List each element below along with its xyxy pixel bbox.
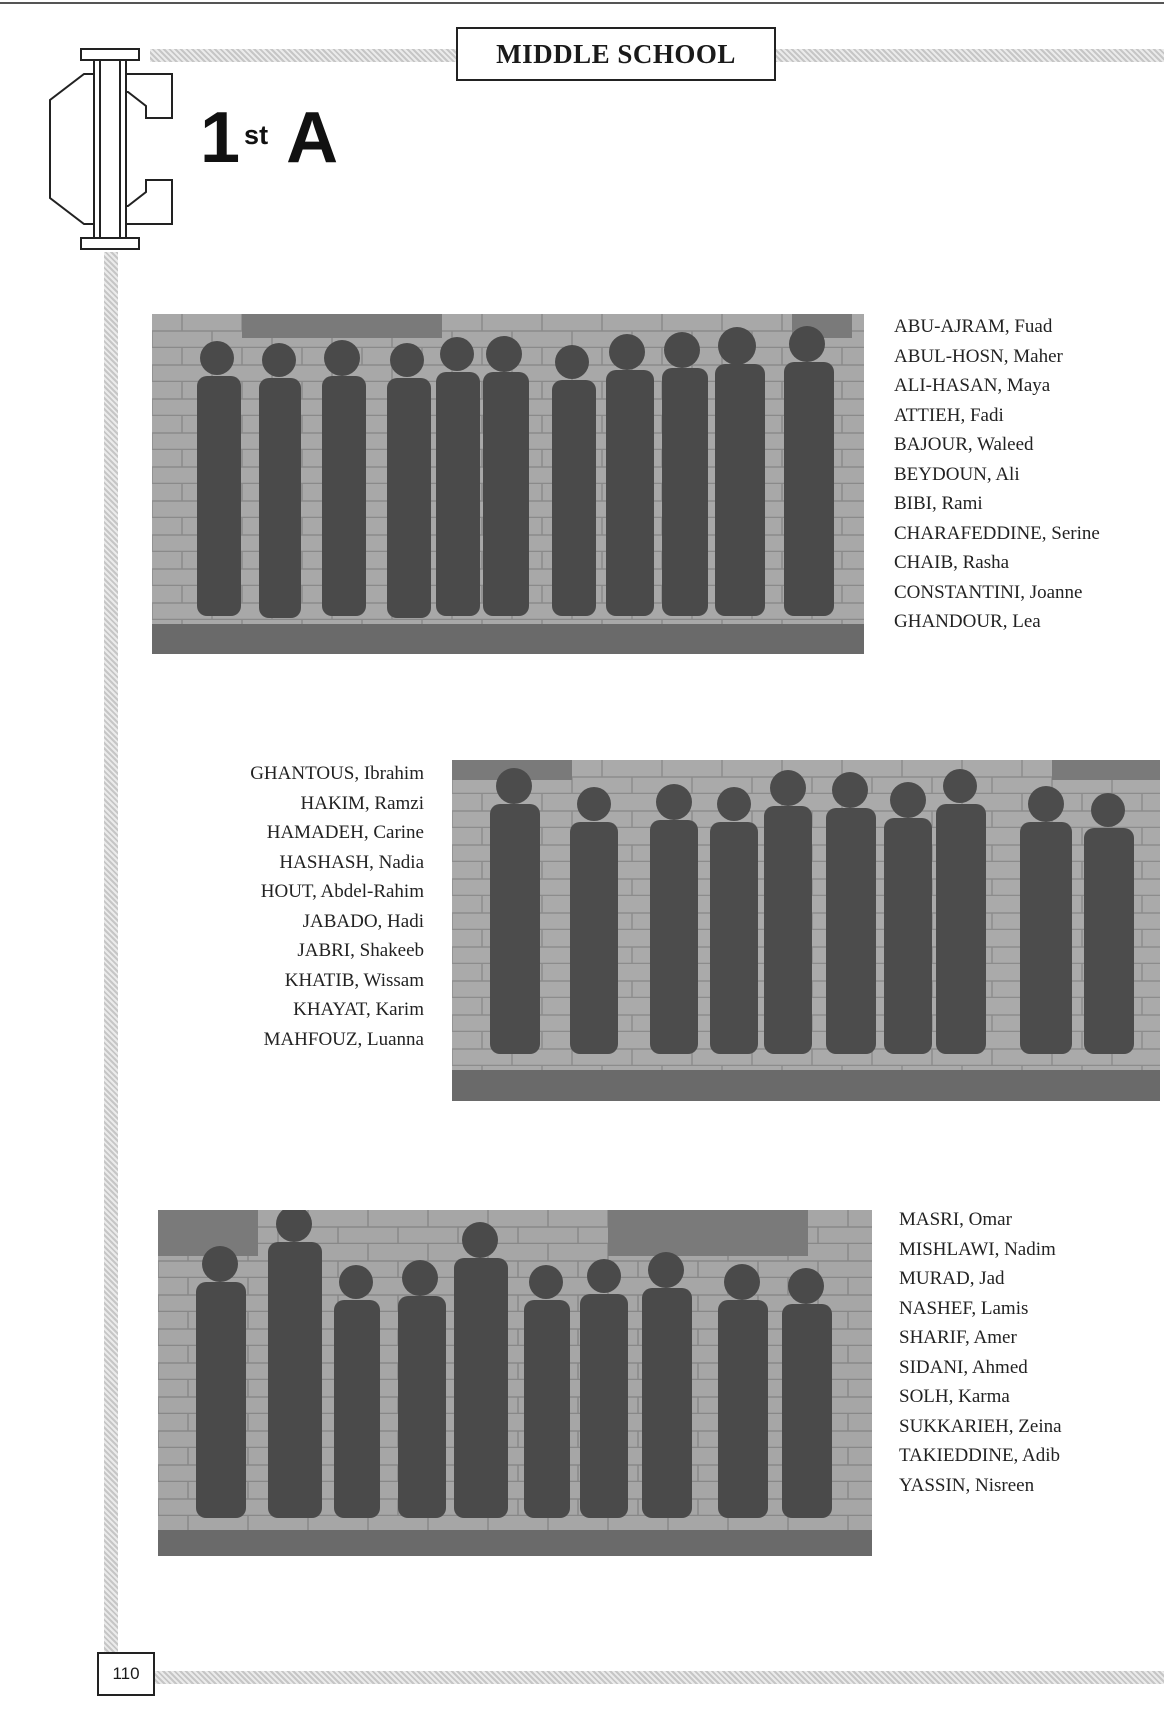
student-name: SUKKARIEH, Zeina [899,1415,1062,1437]
student-name: ATTIEH, Fadi [894,404,1004,426]
student-name: SIDANI, Ahmed [899,1356,1028,1378]
group-photo-image [452,760,1160,1101]
student-name: HASHASH, Nadia [279,851,424,873]
group-photo-image [152,314,864,654]
student-name: MURAD, Jad [899,1268,1005,1289]
class-group-photo-2 [452,760,1160,1101]
student-name: MISHLAWI, Nadim [899,1238,1056,1260]
class-group-photo-3 [158,1210,872,1556]
group-photo-image [158,1210,872,1556]
student-name: SOLH, Karma [899,1386,1010,1407]
student-name: BAJOUR, Waleed [894,434,1034,455]
footer-band [155,1671,1164,1684]
student-name: TAKIEDDINE, Adib [899,1445,1061,1466]
name-list-1 [894,312,1100,637]
class-group-photo-1 [152,314,864,654]
name-list-2 [250,759,424,1054]
student-name: HOUT, Abdel-Rahim [260,881,424,902]
student-name: GHANDOUR, Lea [894,611,1041,632]
top-rule [0,2,1164,4]
student-name: KHATIB, Wissam [284,969,424,991]
name-list-3 [899,1205,1062,1500]
student-name: ABU-AJRAM, Fuad [894,316,1053,337]
student-name: SHARIF, Amer [899,1327,1017,1348]
page-number: 110 [97,1652,155,1696]
student-name: KHAYAT, Karim [293,999,424,1020]
student-name: JABRI, Shakeeb [297,940,424,961]
student-name: CHARAFEDDINE, Serine [894,522,1100,544]
class-title [200,98,338,178]
student-name: CONSTANTINI, Joanne [894,581,1083,603]
student-name: YASSIN, Nisreen [899,1474,1035,1496]
student-name: BIBI, Rami [894,493,983,514]
student-name: GHANTOUS, Ibrahim [250,763,424,784]
student-name: NASHEF, Lamis [899,1297,1029,1319]
student-name: HAMADEH, Carine [266,822,424,843]
student-name: MAHFOUZ, Luanna [263,1028,424,1050]
class-number-suffix: st [244,120,269,150]
class-letter: A [286,98,339,178]
section-title: MIDDLE SCHOOL [456,27,776,81]
student-name: ALI-HASAN, Maya [894,375,1051,396]
student-name: CHAIB, Rasha [894,552,1010,573]
side-band [104,252,118,1652]
class-number: 1 [200,98,241,178]
student-name: MASRI, Omar [899,1209,1012,1230]
student-name: HAKIM, Ramzi [300,792,424,814]
student-name: BEYDOUN, Ali [894,463,1020,485]
ic-monogram-logo [48,48,174,250]
student-name: ABUL-HOSN, Maher [894,345,1063,367]
student-name: JABADO, Hadi [302,910,424,932]
